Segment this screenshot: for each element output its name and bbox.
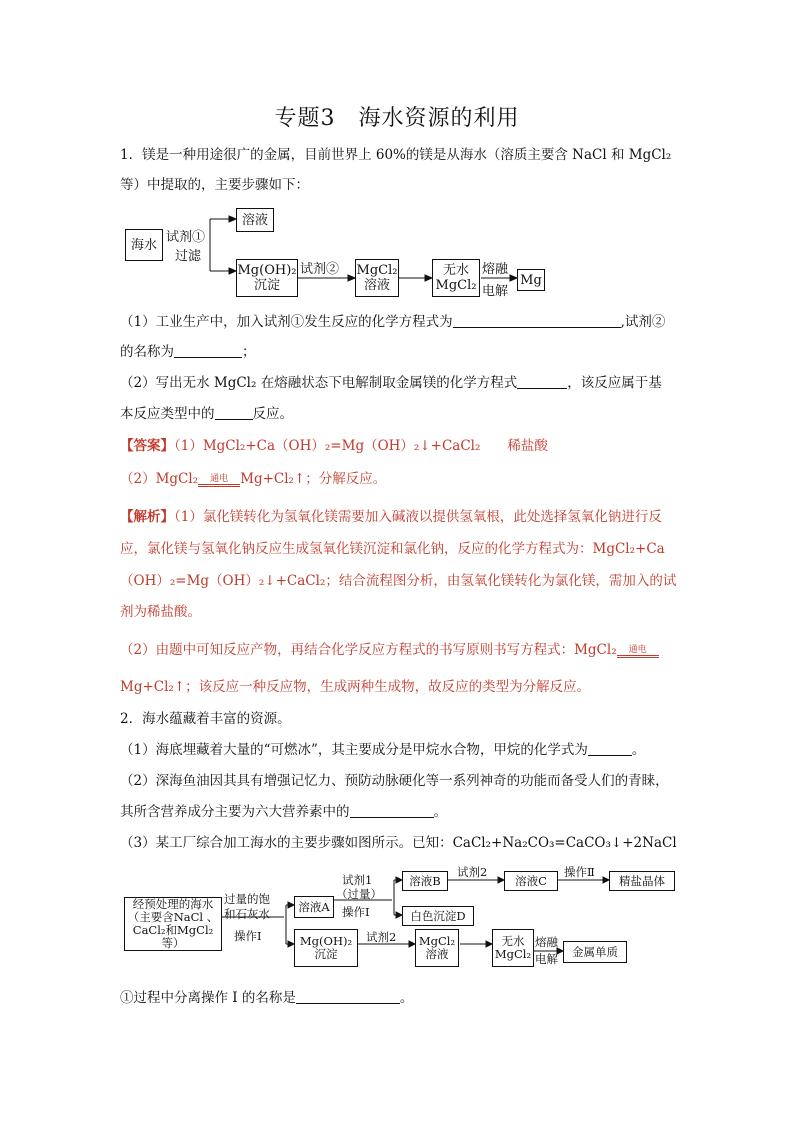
reagent2-label: 试剂②	[300, 262, 340, 277]
q2-stem: 2．海水蕴藏着丰富的资源。	[120, 711, 291, 727]
answer-line1: 【答案】（1）MgCl₂+Ca（OH）₂=Mg（OH）₂↓+CaCl₂ 稀盐酸	[120, 438, 548, 454]
solution-box: 溶液	[236, 208, 274, 232]
operation1b-label: 操作Ⅰ	[342, 905, 370, 919]
melt-label: 熔融	[535, 935, 558, 949]
analysis-line2: 应，氯化镁与氢氧化钠反应生成氢氧化镁沉淀和氯化钠，反应的化学方程式为：MgCl₂+Ca	[120, 541, 665, 557]
q1-sub2-line2: 本反应类型中的 反应。	[120, 406, 293, 422]
reagent1-label: 试剂①	[166, 230, 206, 245]
solutionC-box: 溶液C	[504, 871, 558, 891]
mgcl2-solution-box: MgCl₂ 溶液	[415, 929, 459, 967]
q1-sub1-line: （1）工业生产中，加入试剂①发生反应的化学方程式为 ,试剂②	[120, 314, 666, 330]
electrolysis-label: 电解	[535, 952, 558, 966]
q1-sub1-line2: 的名称为 ；	[120, 344, 256, 360]
page-title: 专题3 海水资源的利用	[274, 106, 520, 131]
q1-stem-line2: 等）中提取的，主要步骤如下：	[120, 177, 309, 193]
solutionA-box: 溶液A	[294, 896, 334, 918]
q2-sub2-line: （2）深海鱼油因其具有增强记忆力、预防动脉硬化等一系列神奇的功能而备受人们的青睐，	[120, 773, 669, 789]
anhydrous-mgcl2-box: 无水 MgCl₂	[432, 259, 480, 297]
q2-sub1-line: （1）海底埋藏着大量的“可燃冰”，其主要成分是甲烷水合物，甲烷的化学式为 。	[120, 742, 646, 758]
q2-circle1-line: ①过程中分离操作 I 的名称是 。	[120, 990, 414, 1006]
analysis-line3: （OH）₂=Mg（OH）₂↓+CaCl₂；结合流程图分析，由氢氧化镁转化为氯化镁，需加入的试	[120, 573, 677, 589]
mgcl2-solution-box: MgCl₂ 溶液	[355, 259, 399, 297]
answer-line2: （2）MgCl₂ 通电 Mg+Cl₂↑；分解反应。	[120, 471, 387, 487]
q1-sub2-line: （2）写出无水 MgCl₂ 在熔融状态下电解制取金属镁的化学方程式 ，该反应属于基	[120, 375, 662, 391]
excess-lime-label-1: 过量的饱	[224, 892, 270, 906]
electrolysis-condition: 通电	[198, 474, 240, 487]
operation2-label: 操作Ⅱ	[564, 865, 595, 879]
melt-label: 熔融	[482, 262, 509, 277]
mgoh2-precip-box: Mg(OH)₂ 沉淀	[236, 259, 298, 297]
excess-lime-label-2: 和石灰水	[224, 907, 270, 921]
reagent1-label: 试剂1	[342, 873, 373, 887]
seawater-box: 海水	[125, 229, 163, 261]
reagent2-label: 试剂2	[457, 865, 488, 879]
electrolysis-label: 电解	[482, 284, 509, 299]
white-precipitateD-box: 白色沉淀D	[402, 906, 474, 926]
analysis-line1: 【解析】（1）氯化镁转化为氢氧化镁需要加入碱液以提供氢氧根，此处选择氢氧化钠进行反	[120, 509, 662, 525]
analysis-line6: Mg+Cl₂↑；该反应一种反应物，生成两种生成物，故反应的类型为分解反应。	[120, 679, 591, 695]
salt-crystal-box: 精盐晶体	[609, 871, 675, 891]
reagent1-excess-label: （过量）	[336, 887, 382, 901]
anhydrous-mgcl2-box: 无水 MgCl₂	[492, 929, 534, 967]
electrolysis-condition: 通电	[617, 645, 659, 658]
reagent2b-label: 试剂2	[366, 930, 397, 944]
mg-box: Mg	[517, 269, 545, 291]
answer-blank[interactable]	[296, 989, 400, 1004]
analysis-line5: （2）由题中可知反应产物，再结合化学反应方程式的书写原则书写方程式：MgCl₂ 通电	[120, 641, 659, 659]
q2-sub2-line2: 其所含营养成分主要为六大营养素中的 。	[120, 804, 447, 820]
q2-sub3-line: （3）某工厂综合加工海水的主要步骤如图所示。已知：CaCl₂+Na₂CO₃=CaCO₃↓+2NaCl	[120, 835, 677, 851]
metal-box: 金属单质	[563, 941, 627, 963]
treated-seawater-box: 经预处理的海水 （主要含NaCl 、 CaCl₂和MgCl₂等）	[124, 897, 222, 951]
mgoh2-precip-box: Mg(OH)₂ 沉淀	[294, 929, 358, 967]
q1-stem-line1: 1．镁是一种用途很广的金属，目前世界上 60%的镁是从海水（溶质主要含 NaCl 和 MgCl₂	[120, 147, 672, 163]
analysis-line4: 剂为稀盐酸。	[120, 604, 201, 620]
operation1-label: 操作Ⅰ	[234, 929, 262, 943]
solutionB-box: 溶液B	[402, 871, 448, 891]
filter-label: 过滤	[175, 249, 202, 264]
